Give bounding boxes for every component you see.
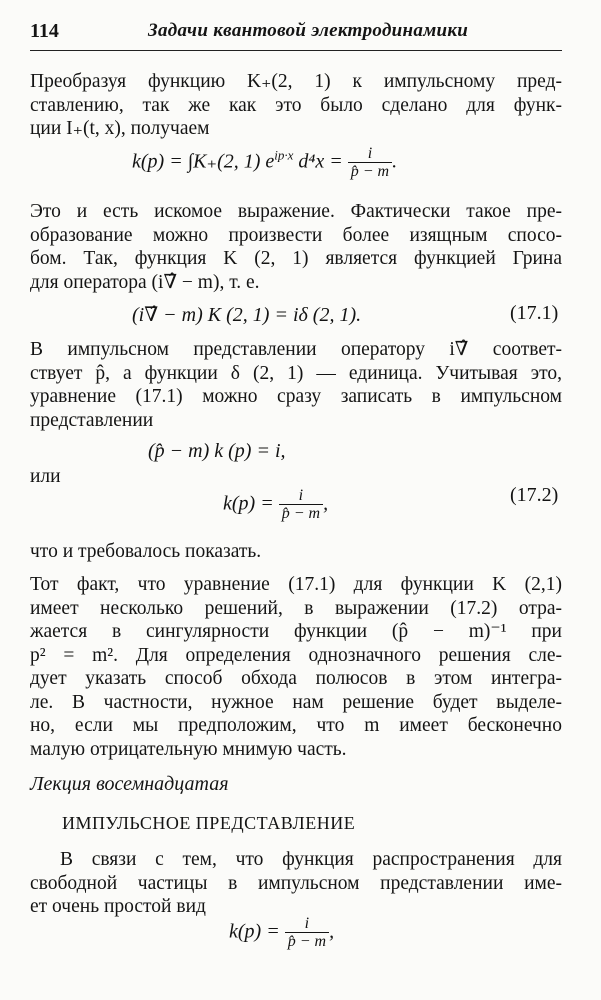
fraction <box>348 146 392 180</box>
text-line: бом. Так, функция K (2, 1) является функцией Грина <box>30 248 562 269</box>
equation-k-integral <box>132 146 397 180</box>
eq-exponent: ip·x <box>274 147 294 163</box>
numerator: i <box>298 487 304 504</box>
eq-measure: d⁴x = <box>298 150 343 173</box>
eq-lhs: k(p) = ∫K₊(2, 1) e <box>132 150 275 173</box>
paragraph-2 <box>30 200 562 294</box>
text-line: ет очень простой вид <box>30 896 206 917</box>
text-line: ции I₊(t, x), получаем <box>30 118 210 139</box>
equation-final <box>229 916 334 950</box>
paragraph-4 <box>30 540 562 564</box>
fraction <box>285 916 329 950</box>
text-line: образование можно произвести более изящным спосо- <box>30 224 562 246</box>
paragraph-5 <box>30 573 562 761</box>
text-line: В связи с тем, что функция распространения для <box>60 849 562 870</box>
text-line: В импульсном представлении оператору i∇̂ соответ- <box>30 339 562 360</box>
text-line: дует указать способ обхода полюсов в этом интегра- <box>30 668 562 689</box>
denominator: p̂ − m <box>279 504 323 522</box>
page-number: 114 <box>30 20 59 42</box>
text-line: ле. В частности, нужное нам решение будет выделе- <box>30 691 562 713</box>
eq-tail: , <box>323 492 329 515</box>
equation-number-17-1: (17.1) <box>510 302 559 324</box>
paragraph-6 <box>30 848 562 919</box>
text-line: свободной частицы в импульсном представлении име- <box>30 872 562 894</box>
text-line: жается в сингулярности функции (p̂ − m)⁻¹ при <box>30 621 562 642</box>
equation-17-1: (i∇̂ − m) K (2, 1) = iδ (2, 1). <box>132 304 362 326</box>
numerator: i <box>367 145 373 162</box>
page-header <box>30 20 562 46</box>
text-line: Это и есть искомое выражение. Фактически такое пре- <box>30 201 562 222</box>
text-line: ставлению, так же как это было сделано для функ- <box>30 94 562 116</box>
paragraph-3 <box>30 338 562 432</box>
equation-17-2 <box>223 488 328 522</box>
equation-pk: (p̂ − m) k (p) = i, <box>148 440 286 462</box>
numerator: i <box>304 915 310 932</box>
paragraph-1 <box>30 70 562 141</box>
denominator: p̂ − m <box>348 162 392 180</box>
lecture-title: Лекция восемнадцатая <box>30 773 229 795</box>
text-line: Тот факт, что уравнение (17.1) для функции K (2,1) <box>30 574 562 595</box>
text-line: имеет несколько решений, в выражении (17.2) отра- <box>30 597 562 619</box>
text-line: малую отрицательную мнимую часть. <box>30 738 347 760</box>
text-line: уравнение (17.1) можно сразу записать в импульсном <box>30 386 562 407</box>
eq-tail: . <box>392 150 398 173</box>
text-line: p² = m². Для определения однозначного решения сле- <box>30 644 562 666</box>
denominator: p̂ − m <box>285 932 329 950</box>
word-or: или <box>30 466 61 487</box>
eq-tail: , <box>329 920 335 943</box>
text-line: Преобразуя функцию K₊(2, 1) к импульсному пред- <box>30 71 562 92</box>
fraction <box>279 488 323 522</box>
text-line: ствует p̂, а функции δ (2, 1) — единица. Учитывая это, <box>30 362 562 384</box>
section-title: ИМПУЛЬСНОЕ ПРЕДСТАВЛЕНИЕ <box>62 813 356 833</box>
equation-number-17-2: (17.2) <box>510 484 559 506</box>
text-line: представлении <box>30 409 154 431</box>
header-rule <box>30 50 562 51</box>
eq-lhs: k(p) = <box>229 920 280 943</box>
text-line: для оператора (i∇̂ − m), т. е. <box>30 271 260 293</box>
text-line: что и требовалось показать. <box>30 541 262 562</box>
text-line: но, если мы предположим, что m имеет бесконечно <box>30 715 562 736</box>
running-title: Задачи квантовой электродинамики <box>148 20 469 41</box>
eq-lhs: k(p) = <box>223 492 274 515</box>
